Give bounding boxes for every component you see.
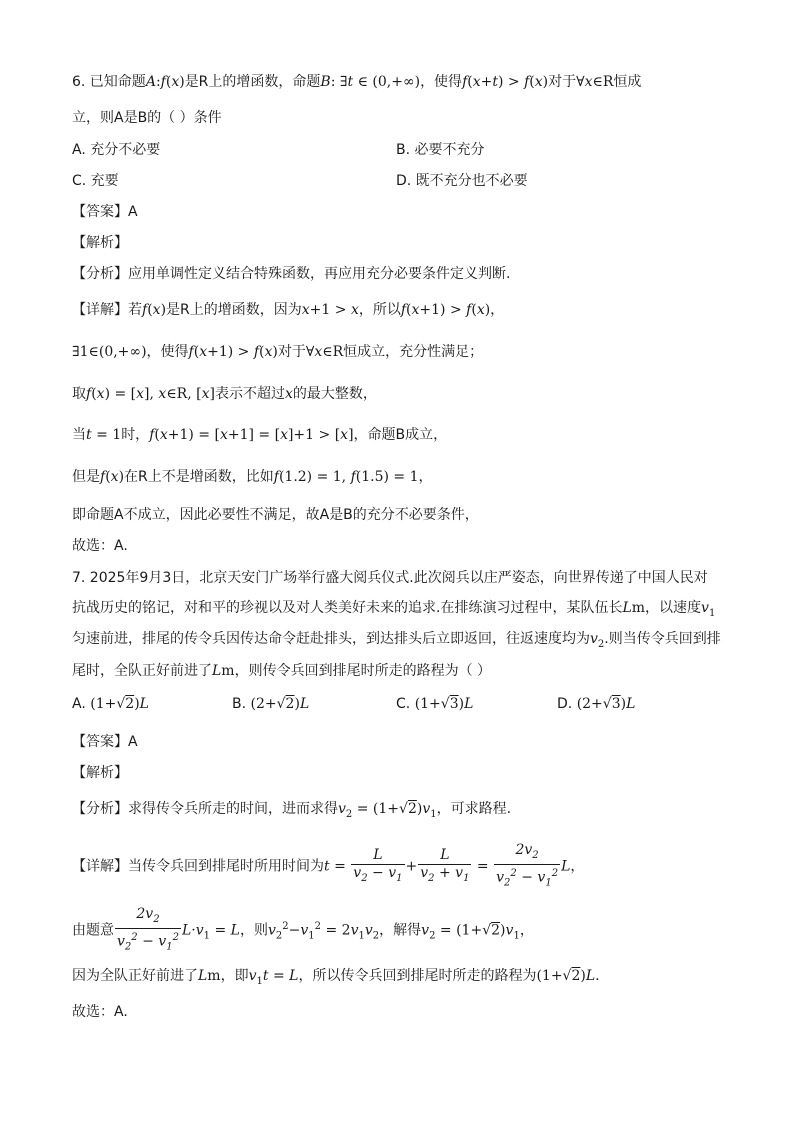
q6-option-b: B. 必要不充分 xyxy=(396,142,485,158)
q6-option-a: A. 充分不必要 xyxy=(72,142,161,158)
q6-stem-line1: 6. 已知命题A:f(x)是R上的增函数，命题B: ∃t ∈ (0,+∞)，使得f(x+t) > f(x)对于∀x∈R恒成 xyxy=(72,74,642,90)
q7-option-c: C. (1+√3)L xyxy=(396,696,474,712)
q7-answer: 【答案】A xyxy=(72,734,138,750)
q6-fenxi: 【分析】应用单调性定义结合特殊函数，再应用充分必要条件定义判断. xyxy=(72,266,511,282)
q7-fenxi: 【分析】求得传令兵所走的时间，进而求得$v_2 = (1+√2)v_1$，可求路程. xyxy=(72,801,512,820)
q7-stem-line2: 抗战历史的铭记，对和平的珍视以及对人类美好未来的追求.在排练演习过程中，某队伍长Lm，以速度$v_1$ xyxy=(72,600,716,619)
q6-detail-line2: ∃1∈(0,+∞)，使得f(x+1) > f(x)对于∀x∈R恒成立，充分性满足； xyxy=(72,344,484,360)
q6-detail-line4: 当t = 1时，f(x+1) = [x+1] = [x]+1 > [x]，命题B成立， xyxy=(72,427,448,443)
q6-answer: 【答案】A xyxy=(72,204,138,220)
q6-detail-line5: 但是f(x)在R上不是增函数，比如f(1.2) = 1, f(1.5) = 1， xyxy=(72,469,433,485)
q6-option-c: C. 充要 xyxy=(72,173,119,189)
q7-stem-line4: 尾时，全队正好前进了Lm，则传令兵回到排尾时所走的路程为（ ） xyxy=(72,663,492,679)
q7-detail-time: 【详解】当传令兵回到排尾时所用时间为t = $\frac{L}{v_2 - v_1}$ + $\frac{L}{v_2 + v_1}$ = $\frac{2v_2}{v_2^2 - v_1^2}$ L， xyxy=(72,842,585,889)
q6-final: 故选：A. xyxy=(72,538,128,554)
q7-option-b: B. (2+√2)L xyxy=(232,696,310,712)
q7-stem-line1: 7. 2025年9月3日，北京天安门广场举行盛大阅兵仪式.此次阅兵以庄严姿态，向世界传递了中国人民对 xyxy=(72,570,708,586)
q6-detail-line3: 取f(x) = [x], x∈R, [x]表示不超过x的最大整数， xyxy=(72,386,377,402)
q7-final: 故选：A. xyxy=(72,1004,128,1020)
q6-detail-line6: 即命题A不成立，因此必要性不满足，故A是B的充分不必要条件， xyxy=(72,507,479,523)
q7-stem-line3: 匀速前进，排尾的传令兵因传达命令赶赴排头，到达排头后立即返回，往返速度均为$v_2$.则当传令兵回到排 xyxy=(72,631,721,650)
q6-option-d: D. 既不充分也不必要 xyxy=(396,173,528,189)
q7-option-a: A. (1+√2)L xyxy=(72,696,149,712)
q7-option-d: D. (2+√3)L xyxy=(557,696,636,712)
q7-analysis-tag: 【解析】 xyxy=(72,765,128,781)
q7-detail-result: 因为全队正好前进了Lm，即$v_1t = L$，所以传令兵回到排尾时所走的路程为(1+√2)L. xyxy=(72,968,600,987)
q6-analysis-tag: 【解析】 xyxy=(72,235,128,251)
q6-detail-line1: 【详解】若f(x)是R上的增函数，因为x+1 > x，所以f(x+1) > f(x)， xyxy=(72,302,505,318)
q6-stem-line2: 立，则A是B的（ ）条件 xyxy=(72,110,222,126)
q7-detail-equation: 由题意 $\frac{2v_2}{v_2^2 - v_1^2}$ $L\cdot v_1 = L$，则$v_2^2-v_1^2 = 2v_1v_2$，解得$v_2 = (1+√2)v_1$， xyxy=(72,906,534,953)
